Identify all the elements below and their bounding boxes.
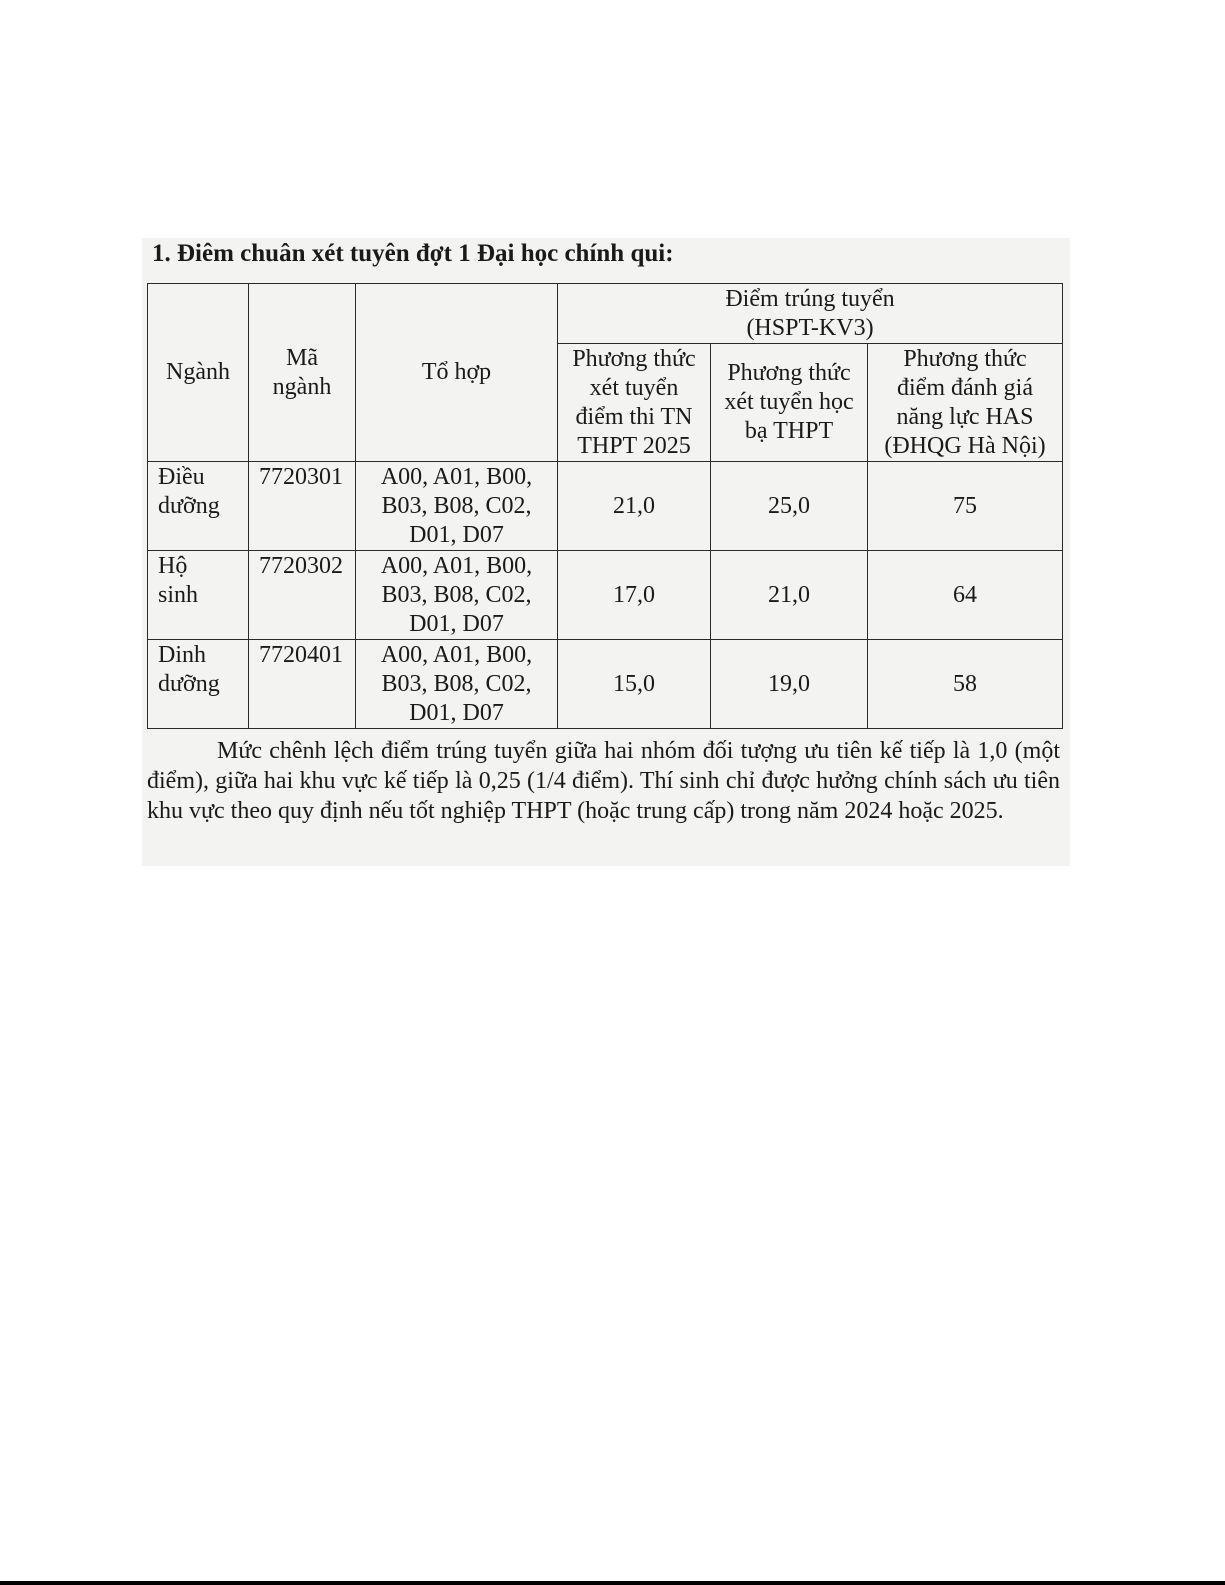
cell-score-has: 75 bbox=[868, 462, 1063, 551]
cell-to-hop: A00, A01, B00, B03, B08, C02, D01, D07 bbox=[356, 462, 558, 551]
cell-to-hop: A00, A01, B00, B03, B08, C02, D01, D07 bbox=[356, 551, 558, 640]
cell-score-has: 64 bbox=[868, 551, 1063, 640]
cell-score-has: 58 bbox=[868, 640, 1063, 729]
header-score-group: Điểm trúng tuyển (HSPT-KV3) bbox=[558, 284, 1063, 344]
header-to-hop: Tổ hợp bbox=[356, 284, 558, 462]
cell-score-exam: 17,0 bbox=[558, 551, 711, 640]
cell-nganh: Dinh dưỡng bbox=[148, 640, 249, 729]
header-nganh: Ngành bbox=[148, 284, 249, 462]
header-method-transcript: Phương thức xét tuyển học bạ THPT bbox=[711, 344, 868, 462]
table-row bbox=[148, 462, 1063, 551]
cell-to-hop: A00, A01, B00, B03, B08, C02, D01, D07 bbox=[356, 640, 558, 729]
header-method-exam: Phương thức xét tuyển điểm thi TN THPT 2025 bbox=[558, 344, 711, 462]
table-header-row bbox=[148, 284, 1063, 344]
cell-score-transcript: 21,0 bbox=[711, 551, 868, 640]
cell-score-exam: 21,0 bbox=[558, 462, 711, 551]
cell-nganh: Hộ sinh bbox=[148, 551, 249, 640]
cell-score-transcript: 19,0 bbox=[711, 640, 868, 729]
cell-score-transcript: 25,0 bbox=[711, 462, 868, 551]
table-row bbox=[148, 551, 1063, 640]
cell-ma-nganh: 7720401 bbox=[249, 640, 356, 729]
section-heading: 1. Điêm chuân xét tuyên đợt 1 Đại học chính qui: bbox=[152, 240, 674, 267]
admission-score-table bbox=[147, 283, 1063, 729]
table-row bbox=[148, 640, 1063, 729]
header-method-has: Phương thức điểm đánh giá năng lực HAS (ĐHQG Hà Nội) bbox=[868, 344, 1063, 462]
cell-ma-nganh: 7720301 bbox=[249, 462, 356, 551]
bottom-border-line bbox=[0, 1581, 1225, 1585]
cell-score-exam: 15,0 bbox=[558, 640, 711, 729]
cell-nganh: Điều dưỡng bbox=[148, 462, 249, 551]
priority-note-paragraph: Mức chênh lệch điểm trúng tuyển giữa hai nhóm đối tượng ưu tiên kế tiếp là 1,0 (một điểm), giữa hai khu vực kế tiếp là 0,25 (1/4 điểm). Thí sinh chỉ được hưởng chính sách ưu tiên khu vực theo quy định nếu tốt nghiệp THPT (hoặc trung cấp) trong năm 2024 hoặc 2025. bbox=[147, 738, 1060, 824]
header-ma-nganh: Mã ngành bbox=[249, 284, 356, 462]
cell-ma-nganh: 7720302 bbox=[249, 551, 356, 640]
